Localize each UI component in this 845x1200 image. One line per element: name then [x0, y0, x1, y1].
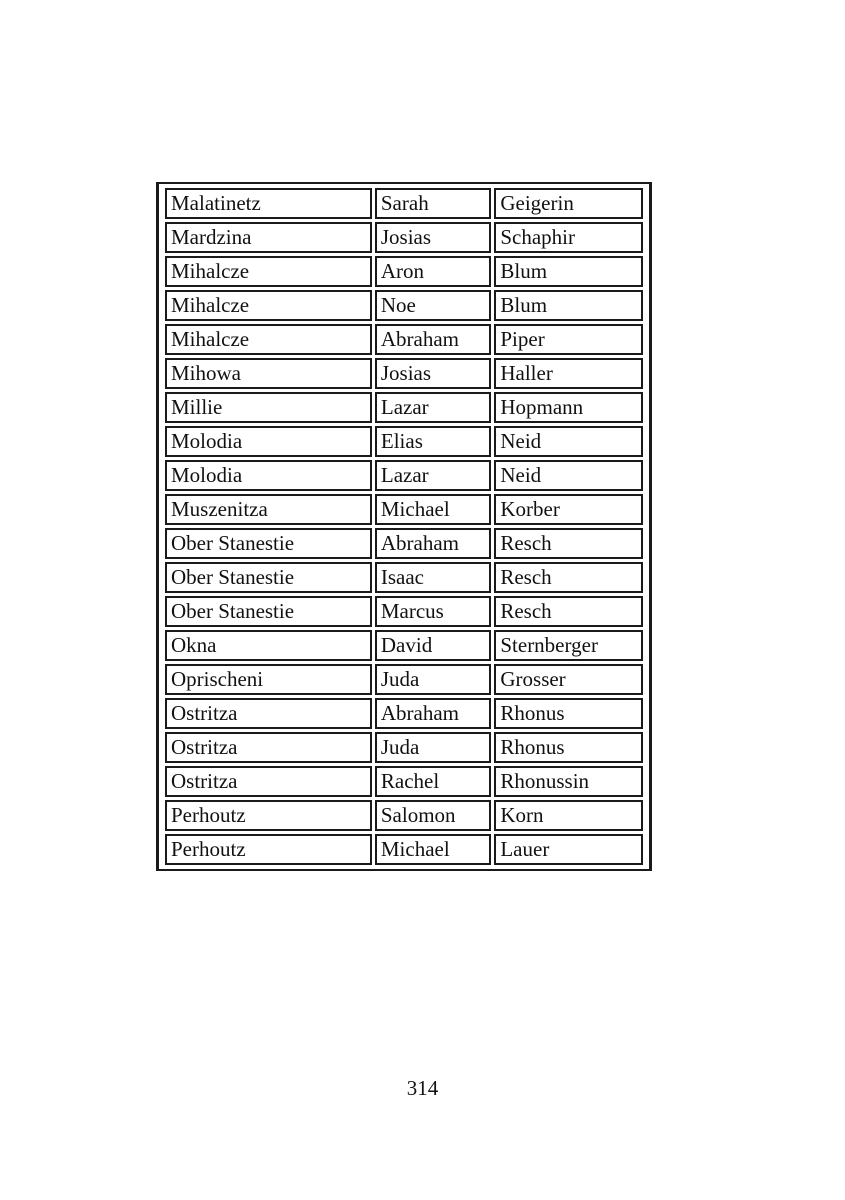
surname-cell: Neid [494, 460, 643, 491]
surname-cell: Rhonus [494, 732, 643, 763]
place-cell: Mardzina [165, 222, 372, 253]
given-name-cell: Aron [375, 256, 491, 287]
table-row [165, 290, 643, 321]
place-cell: Perhoutz [165, 800, 372, 831]
surname-cell: Rhonussin [494, 766, 643, 797]
surname-cell: Korber [494, 494, 643, 525]
place-cell: Ober Stanestie [165, 596, 372, 627]
given-name-cell: Salomon [375, 800, 491, 831]
table-row [165, 256, 643, 287]
place-cell: Okna [165, 630, 372, 661]
place-cell: Mihalcze [165, 290, 372, 321]
table-row [165, 358, 643, 389]
surname-cell: Neid [494, 426, 643, 457]
table-row [165, 664, 643, 695]
surname-cell: Korn [494, 800, 643, 831]
table-row [165, 834, 643, 865]
given-name-cell: Lazar [375, 460, 491, 491]
surname-cell: Resch [494, 562, 643, 593]
surname-cell: Piper [494, 324, 643, 355]
table-row [165, 596, 643, 627]
register-table [162, 185, 646, 868]
place-cell: Perhoutz [165, 834, 372, 865]
given-name-cell: Abraham [375, 528, 491, 559]
place-cell: Molodia [165, 460, 372, 491]
given-name-cell: Juda [375, 732, 491, 763]
table-row [165, 800, 643, 831]
place-cell: Muszenitza [165, 494, 372, 525]
table-row [165, 392, 643, 423]
surname-cell: Schaphir [494, 222, 643, 253]
given-name-cell: Sarah [375, 188, 491, 219]
given-name-cell: David [375, 630, 491, 661]
given-name-cell: Elias [375, 426, 491, 457]
given-name-cell: Juda [375, 664, 491, 695]
surname-cell: Blum [494, 256, 643, 287]
given-name-cell: Abraham [375, 324, 491, 355]
given-name-cell: Noe [375, 290, 491, 321]
surname-cell: Grosser [494, 664, 643, 695]
place-cell: Ober Stanestie [165, 528, 372, 559]
table-row [165, 698, 643, 729]
table-row [165, 494, 643, 525]
given-name-cell: Lazar [375, 392, 491, 423]
place-cell: Molodia [165, 426, 372, 457]
place-cell: Millie [165, 392, 372, 423]
table-row [165, 460, 643, 491]
place-cell: Ostritza [165, 732, 372, 763]
surname-cell: Resch [494, 596, 643, 627]
surname-cell: Haller [494, 358, 643, 389]
table-row [165, 324, 643, 355]
given-name-cell: Isaac [375, 562, 491, 593]
table-row [165, 766, 643, 797]
surname-cell: Geigerin [494, 188, 643, 219]
place-cell: Mihalcze [165, 324, 372, 355]
table-row [165, 426, 643, 457]
place-cell: Ostritza [165, 698, 372, 729]
place-cell: Ober Stanestie [165, 562, 372, 593]
given-name-cell: Michael [375, 834, 491, 865]
surname-cell: Blum [494, 290, 643, 321]
surname-cell: Sternberger [494, 630, 643, 661]
place-cell: Ostritza [165, 766, 372, 797]
surname-cell: Hopmann [494, 392, 643, 423]
register-table-frame [156, 182, 652, 871]
surname-cell: Rhonus [494, 698, 643, 729]
given-name-cell: Marcus [375, 596, 491, 627]
register-table-body [165, 188, 643, 865]
surname-cell: Resch [494, 528, 643, 559]
table-row [165, 732, 643, 763]
place-cell: Oprischeni [165, 664, 372, 695]
page-number: 314 [406, 1076, 439, 1100]
place-cell: Mihowa [165, 358, 372, 389]
place-cell: Malatinetz [165, 188, 372, 219]
surname-cell: Lauer [494, 834, 643, 865]
table-row [165, 562, 643, 593]
given-name-cell: Abraham [375, 698, 491, 729]
place-cell: Mihalcze [165, 256, 372, 287]
table-row [165, 630, 643, 661]
table-row [165, 222, 643, 253]
table-row [165, 528, 643, 559]
given-name-cell: Josias [375, 358, 491, 389]
given-name-cell: Michael [375, 494, 491, 525]
given-name-cell: Josias [375, 222, 491, 253]
table-row [165, 188, 643, 219]
given-name-cell: Rachel [375, 766, 491, 797]
